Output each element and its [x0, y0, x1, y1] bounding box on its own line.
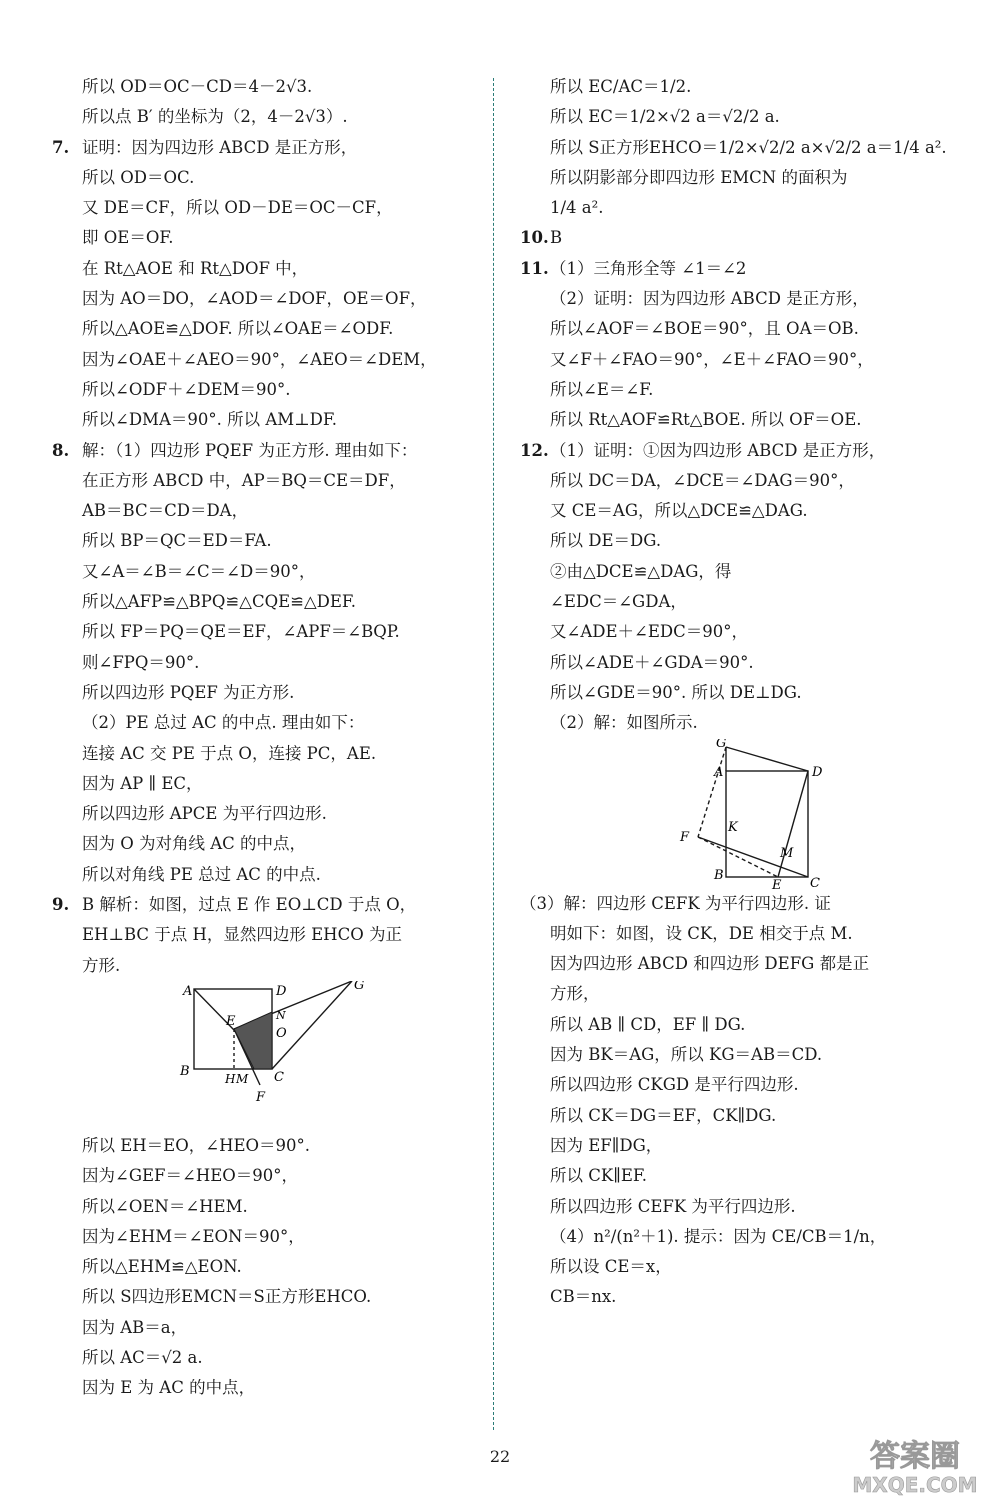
text-line: ②由△DCE≌△DAG，得: [550, 561, 732, 581]
geometry-diagram-q12: [520, 739, 960, 889]
point-label: E: [772, 877, 782, 889]
text-line: 所以∠ODF＋∠DEM＝90°.: [82, 379, 291, 399]
text-line: 在正方形 ABCD 中，AP＝BQ＝CE＝DF，: [82, 470, 406, 490]
text-line: （1）证明：①因为四边形 ABCD 是正方形，: [550, 440, 886, 460]
text-line: 证明：因为四边形 ABCD 是正方形，: [82, 137, 358, 157]
column-divider: [493, 78, 494, 1430]
point-label: D: [276, 983, 287, 999]
text-line: 又 CE＝AG，所以△DCE≌△DAG.: [550, 501, 808, 521]
text-line: （3）解：四边形 CEFK 为平行四边形. 证: [520, 893, 831, 913]
point-label: F: [256, 1089, 266, 1105]
text-line: 因为 E 为 AC 的中点，: [82, 1378, 256, 1398]
right-column: [520, 72, 960, 1313]
question-number-10: 10.: [520, 228, 549, 248]
text-line: 所以对角线 PE 总过 AC 的中点.: [82, 864, 321, 884]
watermark-text: 答案圈: [870, 1439, 960, 1474]
shaded-region-emcn: [234, 1012, 272, 1069]
text-line: 因为∠GEF＝∠HEO＝90°，: [82, 1166, 299, 1186]
point-label: G: [716, 738, 727, 751]
text-line: 即 OE＝OF.: [82, 228, 174, 248]
square-abcd: [726, 771, 808, 877]
text-line: （2）PE 总过 AC 的中点. 理由如下：: [82, 713, 365, 733]
point-label: F: [680, 829, 690, 845]
text-line: 又 DE＝CF，所以 OD－DE＝OC－CF，: [82, 198, 393, 218]
text-line: 明如下：如图，设 CK，DE 相交于点 M.: [550, 923, 853, 943]
text-line: ∠EDC＝∠GDA，: [550, 592, 687, 612]
question-number-8: 8.: [52, 440, 70, 460]
text-line: 所以 EH＝EO，∠HEO＝90°.: [82, 1135, 311, 1155]
text-line: 所以∠GDE＝90°. 所以 DE⊥DG.: [550, 682, 802, 702]
point-label: B: [714, 867, 724, 883]
text-line: 所以∠OEN＝∠HEM.: [82, 1196, 248, 1216]
text-line: 所以△EHM≌△EON.: [82, 1257, 242, 1277]
text-line: 因为四边形 ABCD 和四边形 DEFG 都是正: [550, 954, 870, 974]
text-line: 因为 BK＝AG，所以 KG＝AB＝CD.: [550, 1045, 823, 1065]
text-line: 所以四边形 CEFK 为平行四边形.: [550, 1196, 796, 1216]
text-line: 1/4 a².: [550, 198, 604, 218]
watermark-logo: [840, 1430, 990, 1504]
text-line: 所以△AFP≌△BPQ≌△CQE≌△DEF.: [82, 592, 357, 612]
text-line: 所以四边形 APCE 为平行四边形.: [82, 804, 327, 824]
segment-de: [778, 771, 808, 877]
text-line: 所以点 B′ 的坐标为（2，4－2√3）.: [82, 107, 348, 127]
text-line: 所以 OD＝OC－CD＝4－2√3.: [82, 77, 313, 96]
point-label: M: [236, 1071, 249, 1086]
text-line: 又∠F＋∠FAO＝90°，∠E＋∠FAO＝90°，: [550, 349, 874, 369]
text-line: 因为 EF∥DG，: [550, 1135, 663, 1155]
text-line: 所以 EC＝1/2×√2 a＝√2/2 a.: [550, 107, 780, 127]
text-line: 连接 AC 交 PE 于点 O，连接 PC，AE.: [82, 743, 377, 763]
text-line: 因为 O 为对角线 AC 的中点，: [82, 834, 307, 854]
question-number-9: 9.: [52, 895, 70, 915]
text-line: 因为∠EHM＝∠EON＝90°，: [82, 1226, 305, 1246]
text-line: 所以 CK∥EF.: [550, 1166, 647, 1186]
text-line: 所以∠E＝∠F.: [550, 379, 654, 399]
segment-gd: [726, 747, 808, 771]
text-line: 所以设 CE＝x，: [550, 1257, 672, 1277]
text-line: 所以 Rt△AOF≌Rt△BOE. 所以 OF＝OE.: [550, 410, 862, 430]
point-label: O: [276, 1025, 287, 1041]
figure-q12: [520, 739, 960, 889]
point-label: A: [183, 983, 193, 999]
text-line: 解：（1）四边形 PQEF 为正方形. 理由如下：: [82, 440, 418, 460]
text-line: 所以 S四边形EMCN＝S正方形EHCO.: [82, 1287, 372, 1307]
watermark-url: MXQE.COM: [852, 1473, 978, 1497]
segment-fe: [698, 837, 778, 877]
text-line: 所以阴影部分即四边形 EMCN 的面积为: [550, 167, 848, 187]
text-line: 所以 FP＝PQ＝QE＝EF，∠APF＝∠BQP.: [82, 622, 400, 642]
text-line: （2）解：如图所示.: [550, 713, 698, 733]
page-number: 22: [489, 1447, 511, 1466]
question-number-12: 12.: [520, 440, 549, 460]
text-line: 所以∠DMA＝90°. 所以 AM⊥DF.: [82, 410, 338, 430]
text-line: 则∠FPQ＝90°.: [82, 652, 200, 672]
point-label: A: [714, 764, 724, 780]
text-line: 所以 BP＝QC＝ED＝FA.: [82, 531, 272, 551]
geometry-diagram-q9: [52, 981, 482, 1131]
point-label: C: [810, 875, 820, 889]
text-line: 所以 AC＝√2 a.: [82, 1347, 203, 1367]
text-line: 在 Rt△AOE 和 Rt△DOF 中，: [82, 258, 309, 278]
text-line: 因为∠OAE＋∠AEO＝90°，∠AEO＝∠DEM，: [82, 349, 437, 369]
point-label: N: [276, 1008, 286, 1022]
text-line: 因为 AB＝a，: [82, 1317, 188, 1337]
text-line: 所以四边形 PQEF 为正方形.: [82, 682, 295, 702]
text-line: 所以 EC/AC＝1/2.: [550, 77, 692, 96]
left-column: [52, 72, 482, 1404]
text-line: （1）三角形全等 ∠1＝∠2: [550, 258, 747, 278]
answer-text: B: [550, 228, 563, 248]
text-line: 所以 OD＝OC.: [82, 167, 195, 187]
text-line: B 解析：如图，过点 E 作 EO⊥CD 于点 O，: [82, 895, 417, 915]
text-line: 所以∠AOF＝∠BOE＝90°，且 OA＝OB.: [550, 319, 859, 339]
question-number-7: 7.: [52, 137, 70, 157]
text-line: 所以 DC＝DA，∠DCE＝∠DAG＝90°，: [550, 470, 855, 490]
point-label: E: [226, 1013, 236, 1029]
text-line: 所以△AOE≌△DOF. 所以∠OAE＝∠ODF.: [82, 319, 394, 339]
text-line: 所以 AB ∥ CD，EF ∥ DG.: [550, 1014, 746, 1034]
text-line: AB＝BC＝CD＝DA，: [82, 501, 249, 521]
text-line: 所以∠ADE＋∠GDA＝90°.: [550, 652, 754, 672]
point-label: K: [728, 819, 738, 835]
text-line: 所以 CK＝DG＝EF，CK∥DG.: [550, 1105, 777, 1125]
point-label: G: [354, 980, 365, 993]
text-line: CB＝nx.: [550, 1287, 617, 1307]
text-line: 又∠A＝∠B＝∠C＝∠D＝90°，: [82, 561, 316, 581]
text-line: 又∠ADE＋∠EDC＝90°，: [550, 622, 748, 642]
point-label: M: [780, 845, 794, 861]
text-line: 所以 DE＝DG.: [550, 531, 662, 551]
text-line: EH⊥BC 于点 H，显然四边形 EHCO 为正: [82, 925, 402, 945]
question-number-11: 11.: [520, 258, 549, 278]
text-line: 所以 S正方形EHCO＝1/2×√2/2 a×√2/2 a＝1/4 a².: [550, 137, 947, 157]
figure-q9: [52, 981, 482, 1131]
point-label: D: [812, 764, 823, 780]
point-label: B: [180, 1063, 190, 1079]
text-line: （2）证明：因为四边形 ABCD 是正方形，: [550, 289, 869, 309]
point-label: C: [274, 1069, 284, 1085]
text-line: （4）n²/(n²＋1). 提示：因为 CE/CB＝1/n，: [550, 1226, 887, 1246]
text-line: 因为 AP ∥ EC，: [82, 773, 203, 793]
text-line: 因为 AO＝DO，∠AOD＝∠DOF，OE＝OF，: [82, 289, 427, 309]
text-line: 所以四边形 CKGD 是平行四边形.: [550, 1075, 799, 1095]
text-line: 方形.: [82, 955, 121, 975]
point-label: H: [225, 1071, 236, 1086]
text-line: 方形，: [550, 984, 600, 1004]
segment-gf: [698, 747, 726, 837]
